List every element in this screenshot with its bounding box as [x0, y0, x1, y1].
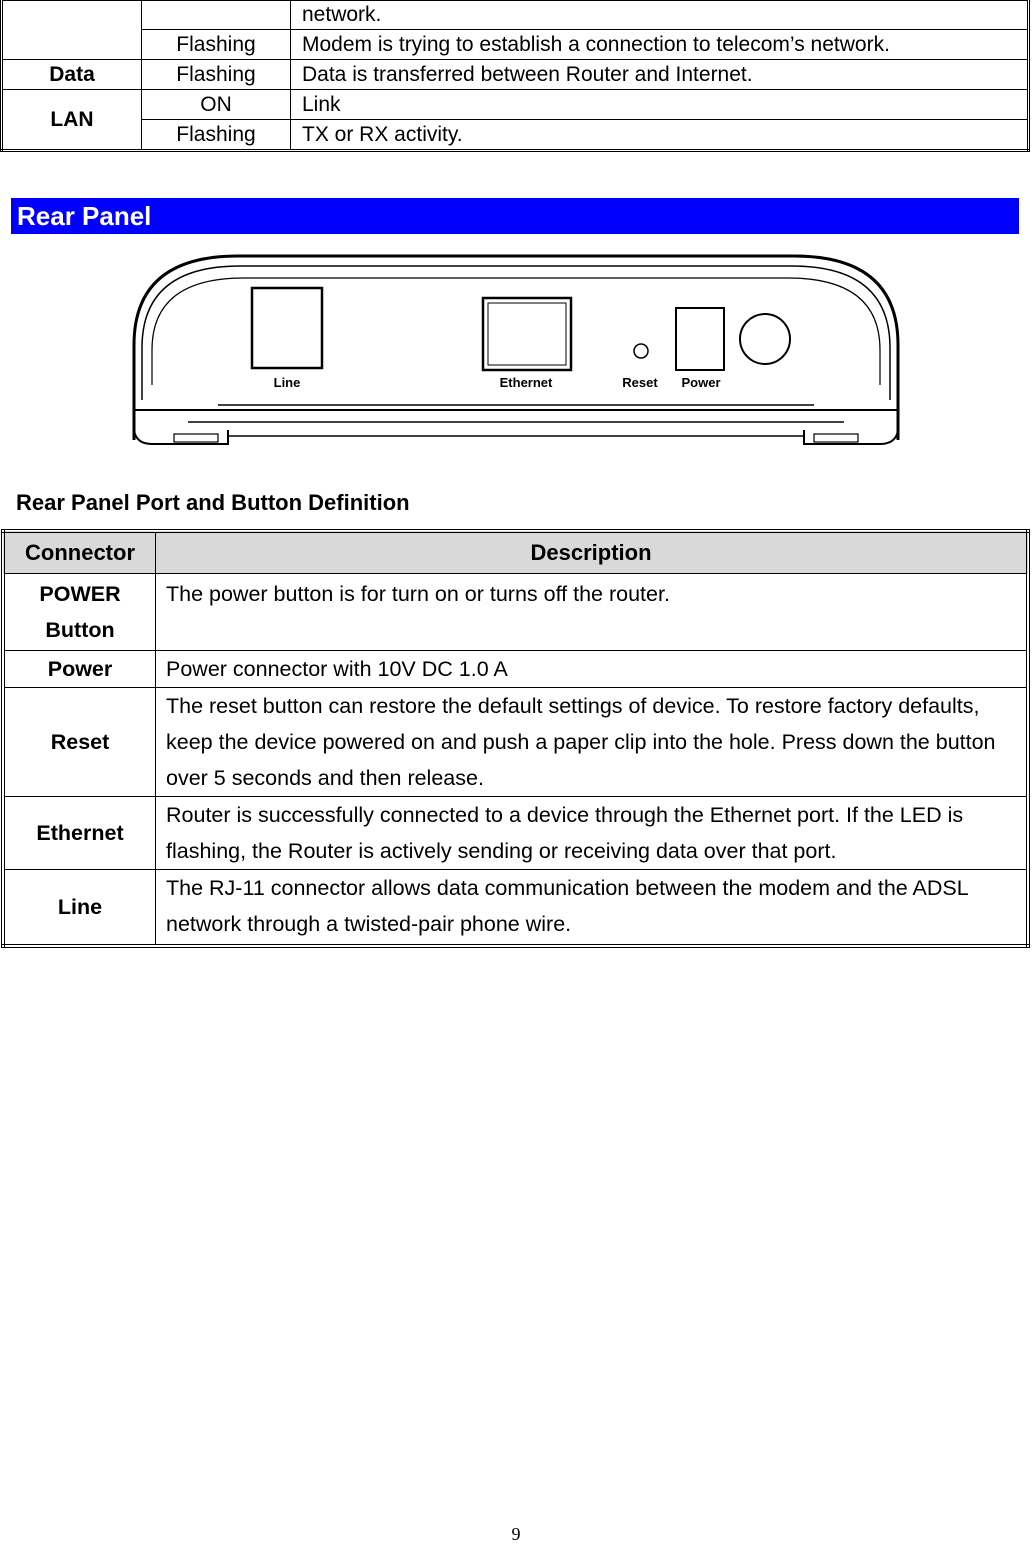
section-heading: Rear Panel	[11, 198, 1019, 234]
led-status-cell	[142, 1, 291, 30]
reset-hole-icon	[634, 344, 648, 358]
connector-description: The RJ-11 connector allows data communication between the modem and the ADSL network through a twisted-pair phone wire.	[156, 870, 1029, 947]
connector-description: Power connector with 10V DC 1.0 A	[156, 651, 1029, 688]
ethernet-port-label: Ethernet	[499, 375, 553, 390]
table-row	[2, 60, 1029, 90]
reset-label: Reset	[622, 375, 658, 390]
table-row	[3, 797, 1028, 870]
connector-name: Line	[3, 870, 156, 947]
led-status-table	[0, 0, 1030, 152]
table-row	[2, 1, 1029, 30]
table-row	[3, 870, 1028, 947]
line-port-label: Line	[273, 375, 301, 390]
rear-panel-illustration	[128, 250, 904, 450]
table-caption: Rear Panel Port and Button Definition	[16, 490, 410, 515]
table-header-row	[3, 531, 1028, 574]
table-row	[2, 90, 1029, 120]
led-status-cell: Flashing	[142, 30, 291, 60]
connector-name: Ethernet	[3, 797, 156, 870]
led-name-cell: LAN	[2, 90, 142, 151]
table-row	[3, 688, 1028, 797]
led-status-cell: Flashing	[142, 120, 291, 151]
power-label: Power	[681, 375, 721, 390]
connector-name: Reset	[3, 688, 156, 797]
led-name-cell	[2, 1, 142, 60]
led-description-cell: Modem is trying to establish a connection to telecom’s network.	[291, 30, 1029, 60]
led-description-cell: Data is transferred between Router and Internet.	[291, 60, 1029, 90]
connector-description: The reset button can restore the default settings of device. To restore factory defaults, keep the device powered on and push a paper clip into the hole. Press down the button over 5 seconds and then release.	[156, 688, 1029, 797]
led-name-cell: Data	[2, 60, 142, 90]
table-row	[3, 651, 1028, 688]
rear-panel-drawing	[128, 250, 904, 450]
table-row	[3, 574, 1028, 651]
led-description-cell: network.	[291, 1, 1029, 30]
connector-description: The power button is for turn on or turns off the router.	[156, 574, 1029, 651]
power-connector-icon	[676, 308, 724, 370]
table-row	[2, 120, 1029, 151]
line-port-icon	[252, 288, 322, 368]
led-status-cell: ON	[142, 90, 291, 120]
connector-description: Router is successfully connected to a device through the Ethernet port. If the LED is flashing, the Router is actively sending or receiving data over that port.	[156, 797, 1029, 870]
connector-name: POWER Button	[3, 574, 156, 651]
connector-header: Connector	[3, 531, 156, 574]
led-description-cell: Link	[291, 90, 1029, 120]
led-status-cell: Flashing	[142, 60, 291, 90]
description-header: Description	[156, 531, 1029, 574]
page-number: 9	[511, 1524, 521, 1544]
led-description-cell: TX or RX activity.	[291, 120, 1029, 151]
port-definition-table	[1, 529, 1030, 948]
connector-name: Power	[3, 651, 156, 688]
table-row	[2, 30, 1029, 60]
ethernet-port-icon	[483, 298, 571, 370]
power-button-icon	[740, 314, 790, 364]
